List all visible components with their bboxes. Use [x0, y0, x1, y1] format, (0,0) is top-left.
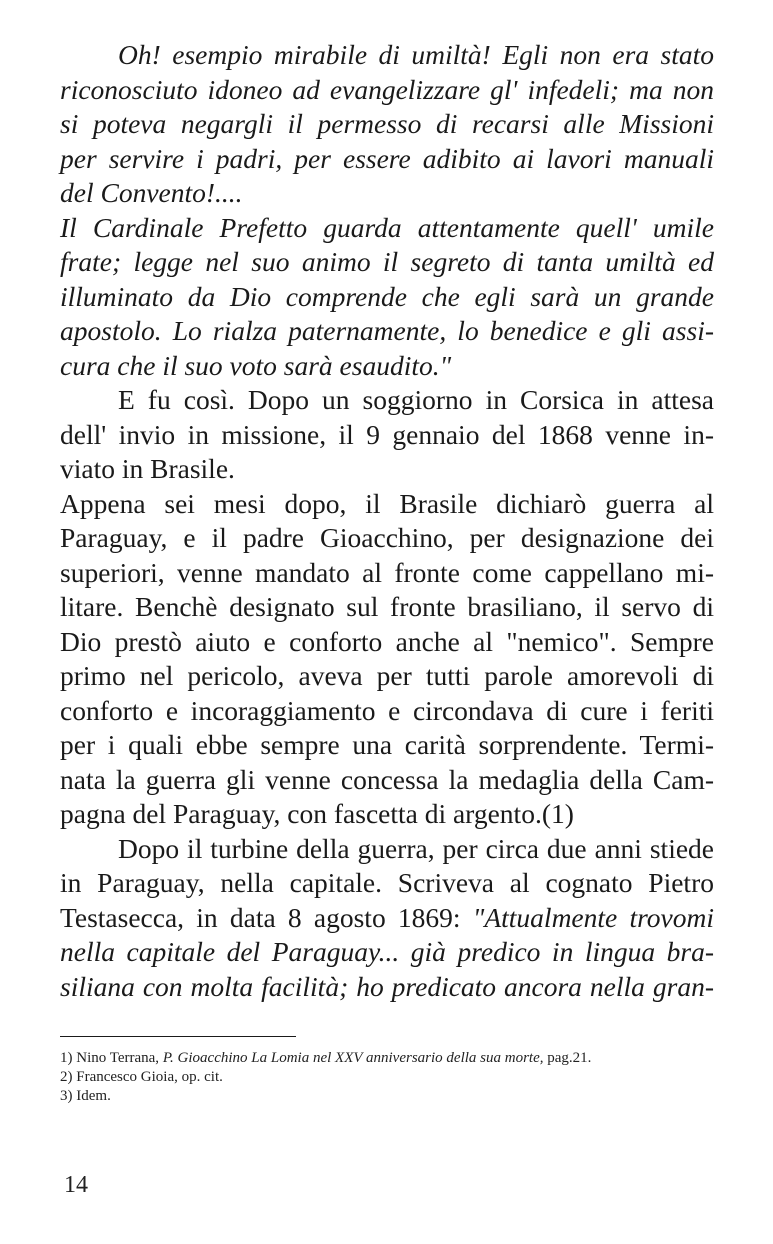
- text-line: superiori, venne mandato al fronte come cappellano mi-: [60, 556, 714, 588]
- text-line: per i quali ebbe sempre una carità sorprendente. Termi-: [60, 729, 714, 760]
- text-line: nella capitale del Paraguay... già predico in lingua bra-: [60, 936, 714, 967]
- text-line: Dopo il turbine della guerra, per circa due anni stiede: [118, 832, 714, 864]
- text-line: E fu così. Dopo un soggiorno in Corsica in attesa: [118, 384, 714, 415]
- paragraph: [60, 832, 714, 1005]
- text-line: riconosciuto idoneo ad evangelizzare gl' infedeli; ma non: [60, 73, 714, 105]
- text-line: conforto e incoraggiamento e circondava di cure i feriti: [60, 694, 714, 726]
- text-line: apostolo. Lo rialza paternamente, lo benedice e gli assi-: [60, 315, 714, 346]
- text-line: litare. Benchè designato sul fronte brasiliano, il servo di: [60, 591, 714, 622]
- paragraph: [60, 487, 714, 832]
- text-line: Appena sei mesi dopo, il Brasile dichiarò guerra al: [60, 487, 714, 519]
- text-line: primo nel pericolo, aveva per tutti parole amorevoli di: [60, 660, 714, 691]
- text-line: Oh! esempio mirabile di umiltà! Egli non era stato: [118, 39, 714, 70]
- footnote-1: [60, 1049, 714, 1068]
- footnote-divider: [60, 1036, 296, 1037]
- text-line: frate; legge nel suo animo il segreto di tanta umiltà ed: [60, 246, 714, 277]
- text-line: si poteva negargli il permesso di recarsi alle Missioni: [60, 108, 714, 139]
- footnote-2: 2) Francesco Gioia, op. cit.: [60, 1069, 223, 1085]
- quoted-text-segment: "Attualmente trovomi: [472, 901, 714, 933]
- footnote-text: pag.21.: [543, 1050, 592, 1066]
- text-line: in Paraguay, nella capitale. Scriveva al cognato Pietro: [60, 867, 714, 898]
- text-segment: Testasecca, in data 8 agosto 1869:: [60, 901, 473, 933]
- text-line: viato in Brasile.: [60, 453, 235, 484]
- text-line: Paraguay, e il padre Gioacchino, per designazione dei: [60, 522, 714, 553]
- text-line: nata la guerra gli venne concessa la medaglia della Cam-: [60, 763, 714, 795]
- text-line: Il Cardinale Prefetto guarda attentamente quell' umile: [60, 211, 714, 243]
- text-line: cura che il suo voto sarà esaudito.": [60, 349, 452, 381]
- text-line: pagna del Paraguay, con fascetta di argento.(1): [60, 798, 574, 829]
- footnotes: [60, 1049, 714, 1106]
- text-line: del Convento!....: [60, 177, 243, 208]
- paragraph: [60, 383, 714, 487]
- text-line: dell' invio in missione, il 9 gennaio del 1868 venne in-: [60, 418, 714, 450]
- text-line: Dio prestò aiuto e conforto anche al "nemico". Sempre: [60, 625, 714, 657]
- footnote-3: 3) Idem.: [60, 1088, 111, 1104]
- text-line: [60, 901, 714, 936]
- page-number: 14: [64, 1172, 88, 1198]
- text-line: siliana con molta facilità; ho predicato ancora nella gran-: [60, 970, 714, 1002]
- footnote-text: 1) Nino Terrana,: [60, 1050, 163, 1066]
- text-line: illuminato da Dio comprende che egli sarà un grande: [60, 280, 714, 312]
- text-line: per servire i padri, per essere adibito ai lavori manuali: [60, 142, 714, 174]
- quotation-block: [60, 38, 714, 383]
- footnote-title: P. Gioacchino La Lomia nel XXV anniversario della sua morte,: [162, 1050, 544, 1066]
- page-content: [60, 38, 714, 1004]
